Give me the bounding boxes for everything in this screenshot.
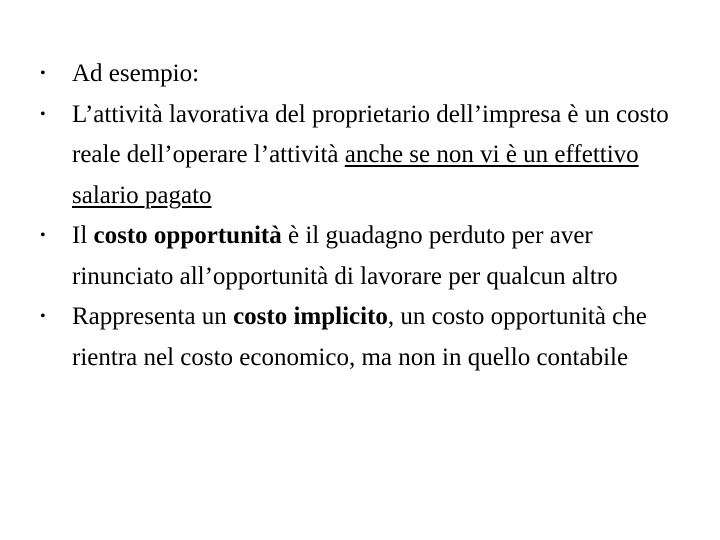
bullet-text: Il <box>72 222 94 249</box>
bullet-dot: • <box>40 105 46 123</box>
bullet-text: Ad esempio: <box>72 60 200 87</box>
bullet-dot: • <box>40 65 46 82</box>
underlined-phrase: anche se non vi è un effettivo salario pagato <box>72 141 639 209</box>
bold-term: costo opportunità <box>93 222 282 249</box>
bullet-list <box>34 54 684 378</box>
bullet-item-owner-work <box>34 95 684 217</box>
bullet-text: L’attività lavorativa del proprietario dell’impresa è un costo reale dell’operare l’attività <box>72 100 669 168</box>
bullet-item-implicit-cost <box>34 297 684 378</box>
bullet-item-example-intro <box>34 54 684 95</box>
bullet-text: è il guadagno perduto per aver rinunciato all’opportunità di lavorare per qualcun altro <box>72 222 618 290</box>
bullet-text: Rappresenta un <box>72 303 234 330</box>
bullet-dot: • <box>40 227 46 244</box>
bold-term: costo implicito <box>233 303 388 330</box>
bullet-text: , un costo opportunità che rientra nel costo economico, ma non in quello contabile <box>72 303 647 371</box>
bullet-dot: • <box>40 308 46 325</box>
bullet-item-opportunity-cost <box>34 216 684 297</box>
